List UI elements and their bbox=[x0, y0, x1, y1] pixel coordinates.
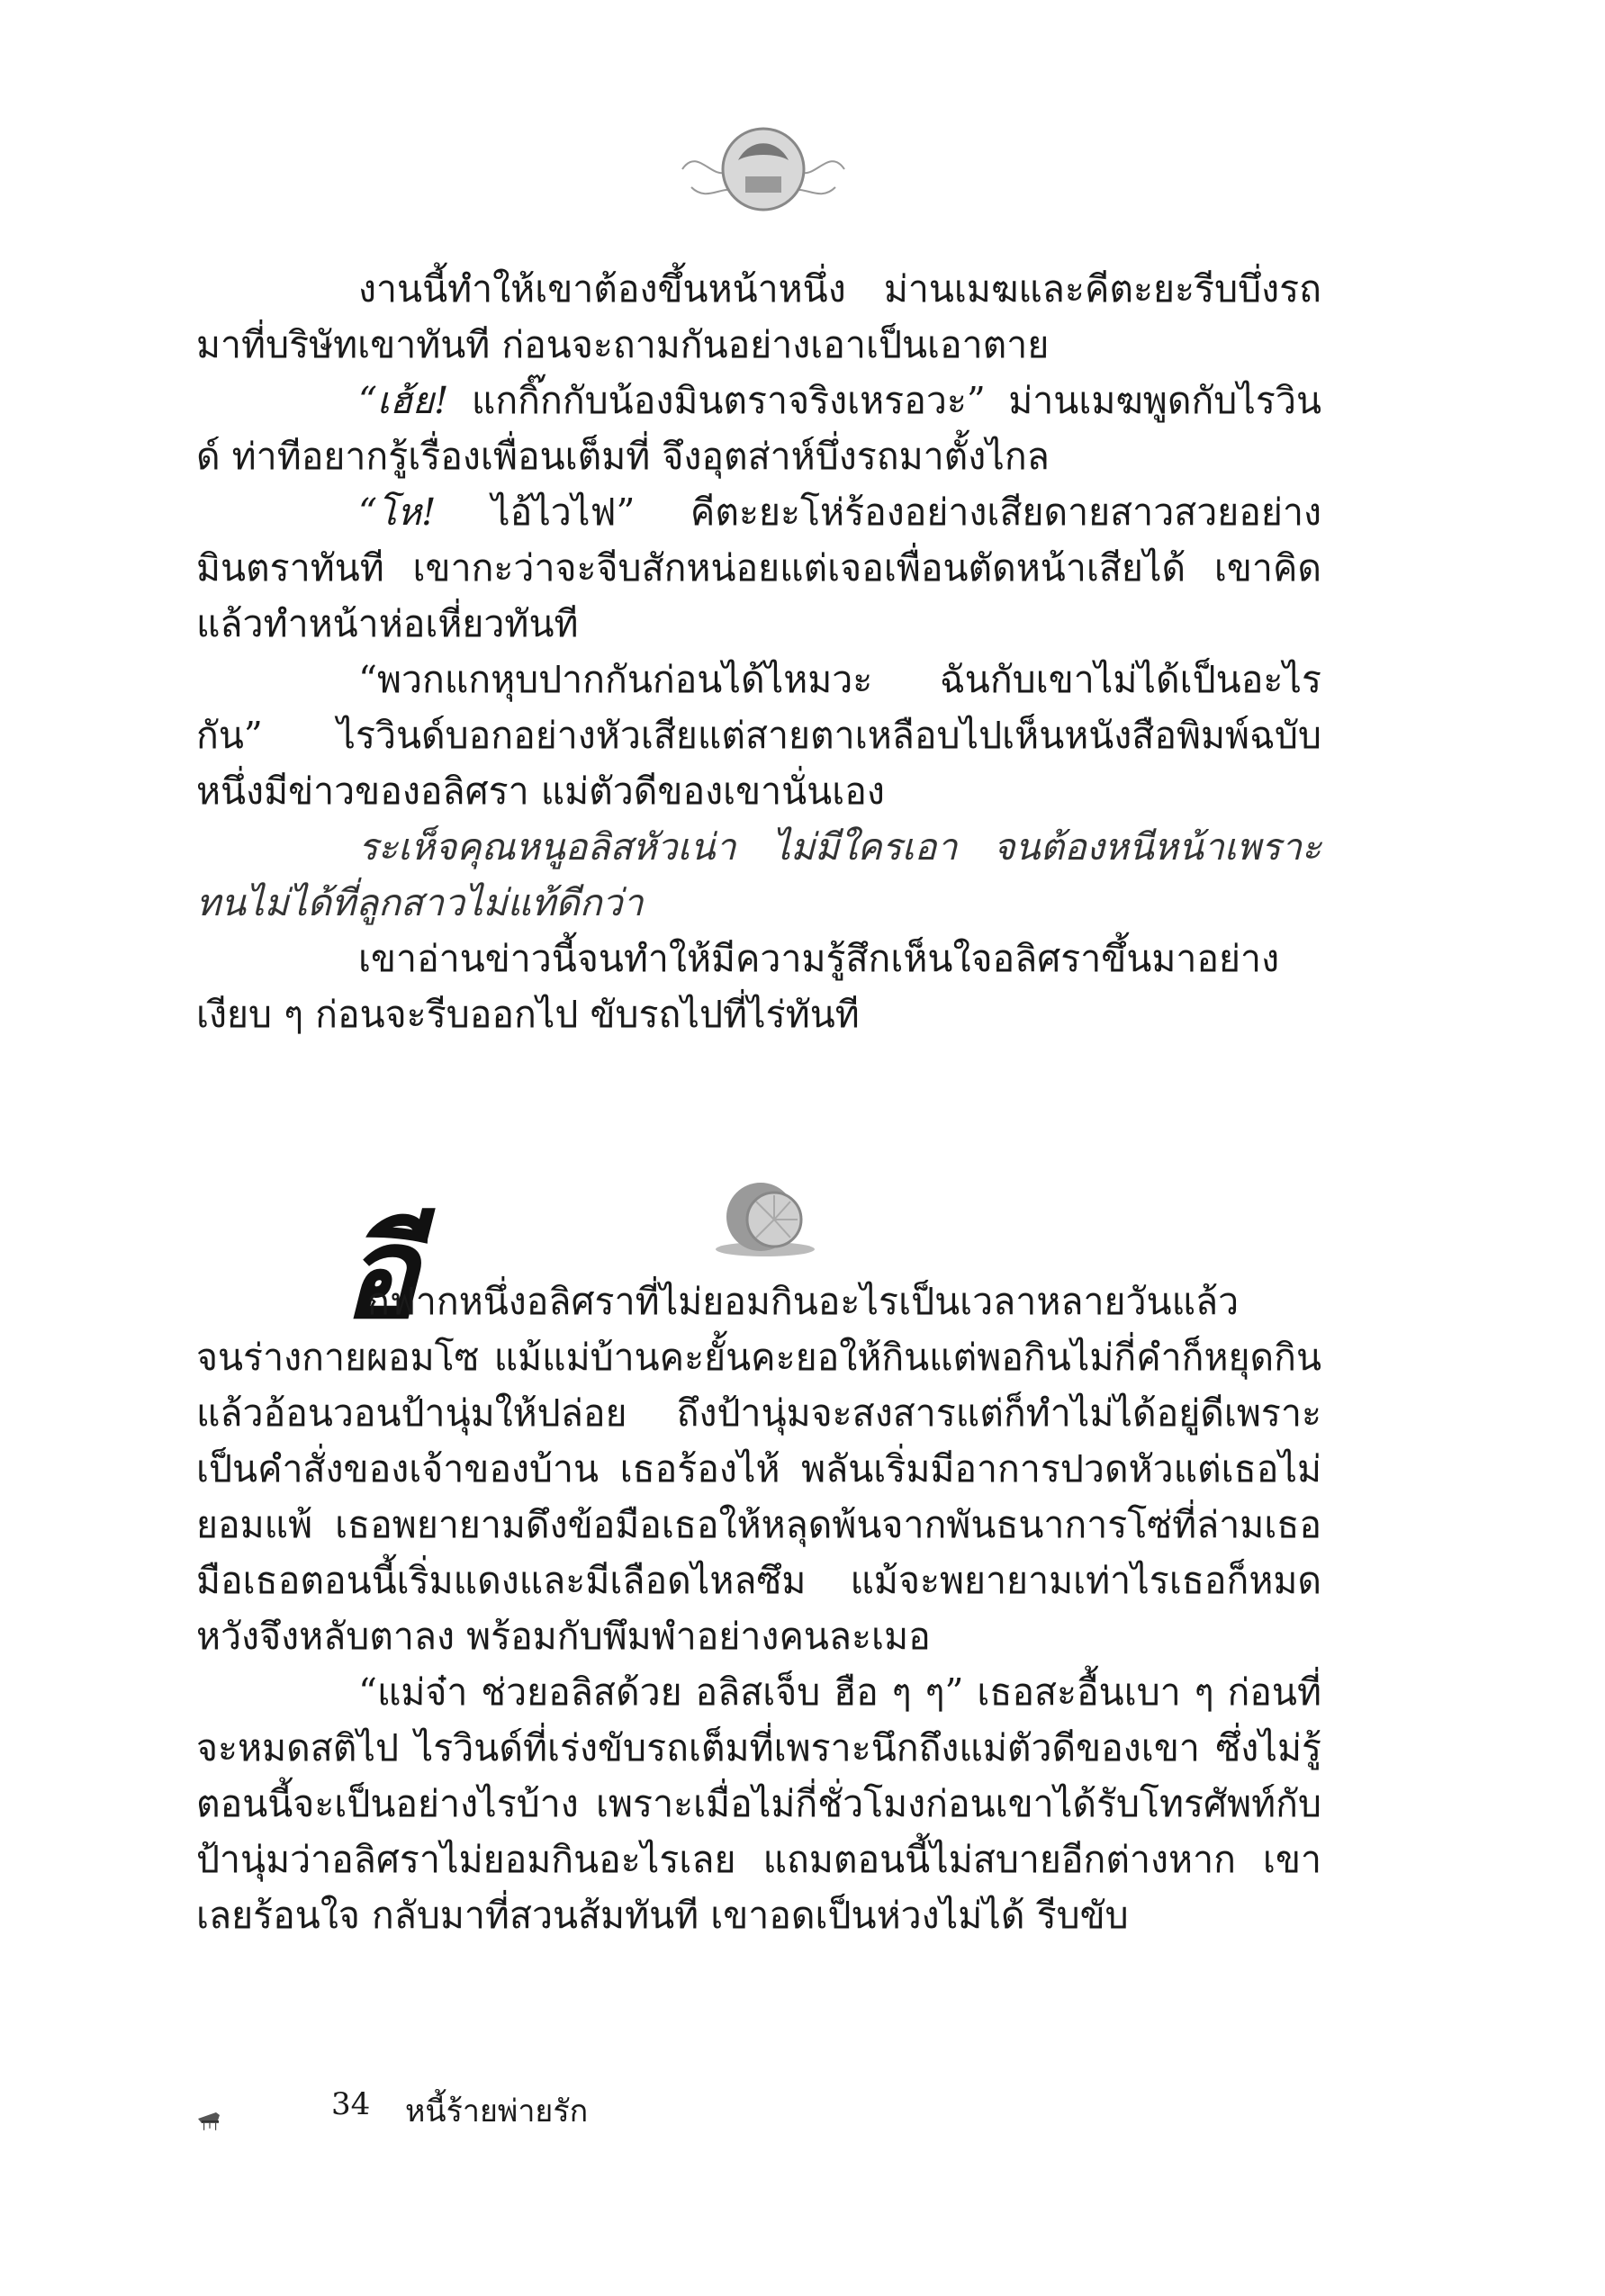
paragraph: เขาอ่านข่าวนี้จนทำให้มีความรู้สึกเห็นใจอลิศราขึ้นมาอย่างเงียบ ๆ ก่อนจะรีบออกไป ขับรถไปที่ไร่ทันที bbox=[196, 937, 1280, 1036]
section-2-text bbox=[196, 1274, 1321, 1943]
publisher-logo bbox=[673, 106, 853, 223]
page-number: 34 bbox=[331, 2086, 371, 2122]
piano-icon bbox=[196, 2061, 322, 2178]
paragraph-text: ไอ้ไวไฟ” คีตะยะโห่ร้องอย่างเสียดายสาวสวยอย่างมินตราทันที เขากะว่าจะจีบสักหน่อยแต่เจอเพื่อนตัดหน้าเสียได้ เขาคิดแล้วทำหน้าห่อเหี่ยวทันที bbox=[196, 491, 1321, 645]
paragraph: งานนี้ทำให้เขาต้องขึ้นหน้าหนึ่ง ม่านเมฆและคีตะยะรีบบึ่งรถมาที่บริษัทเขาทันที ก่อนจะถามกันอย่างเอาเป็นเอาตาย bbox=[196, 267, 1321, 366]
orange-slice-icon bbox=[711, 1170, 819, 1260]
paragraph bbox=[196, 484, 1321, 652]
news-headline: ระเห็จคุณหนูอลิสหัวเน่า ไม่มีใครเอา จนต้องหนีหน้าเพราะทนไม่ได้ที่ลูกสาวไม่แท้ดีกว่า bbox=[196, 825, 1321, 924]
section-1-text bbox=[196, 261, 1321, 1042]
paragraph: “พวกแกหุบปากกันก่อนได้ไหมวะ ฉันกับเขาไม่ได้เป็นอะไรกัน” ไรวินด์บอกอย่างหัวเสียแต่สายตาเหลือบไปเห็นหนังสือพิมพ์ฉบับหนึ่งมีข่าวของอลิศรา แม่ตัวดีของเขานั่นเอง bbox=[196, 658, 1321, 813]
paragraph: “แม่จ๋า ช่วยอลิสด้วย อลิสเจ็บ ฮือ ๆ ๆ” เธอสะอื้นเบา ๆ ก่อนที่จะหมดสติไป ไรวินด์ที่เร่งขับรถเต็มที่เพราะนึกถึงแม่ตัวดีของเขา ซึ่งไม่รู้ตอนนี้จะเป็นอย่างไรบ้าง เพราะเมื่อไม่กี่ชั่วโมงก่อนเขาได้รับโทรศัพท์กับป้านุ่มว่าอลิศราไม่ยอมกินอะไรเลย แถมตอนนี้ไม่สบายอีกต่างหาก เขาเลยร้อนใจ กลับมาที่สวนส้มทันที เขาอดเป็นห่วงไม่ได้ รีบขับ bbox=[196, 1670, 1321, 1937]
book-title: หนี้ร้ายพ่ายรัก bbox=[405, 2093, 589, 2129]
drop-cap: อี bbox=[342, 1200, 419, 1347]
paragraph bbox=[196, 373, 1321, 484]
paragraph: จนร่างกายผอมโซ แม้แม่บ้านคะยั้นคะยอให้กินแต่พอกินไม่กี่คำก็หยุดกิน แล้วอ้อนวอนป้านุ่มให้ปล่อย ถึงป้านุ่มจะสงสารแต่ก็ทำไม่ได้อยู่ดีเพราะเป็นคำสั่งของเจ้าของบ้าน เธอร้องไห้ พลันเริ่มมีอาการปวดหัวแต่เธอไม่ยอมแพ้ เธอพยายามดึงข้อมือเธอให้หลุดพ้นจากพันธนาการโซ่ที่ล่ามเธอ มือเธอตอนนี้เริ่มแดงและมีเลือดไหลซึม แม้จะพยายามเท่าไรเธอก็หมดหวังจึงหลับตาลง พร้อมกับพึมพำอย่างคนละเมอ bbox=[196, 1336, 1321, 1658]
exclamation: “เฮ้ย! bbox=[358, 379, 449, 422]
paragraph-text: แกกิ๊กกับน้องมินตราจริงเหรอวะ” ม่านเมฆพูดกับไรวินด์ ท่าทีอยากรู้เรื่องเพื่อนเต็มที่ จึงอุตส่าห์บึ่งรถมาตั้งไกล bbox=[196, 379, 1321, 478]
first-line: กฟากหนึ่งอลิศราที่ไม่ยอมกินอะไรเป็นเวลาหลายวันแล้ว bbox=[367, 1280, 1240, 1323]
exclamation: “โห! bbox=[358, 491, 437, 534]
